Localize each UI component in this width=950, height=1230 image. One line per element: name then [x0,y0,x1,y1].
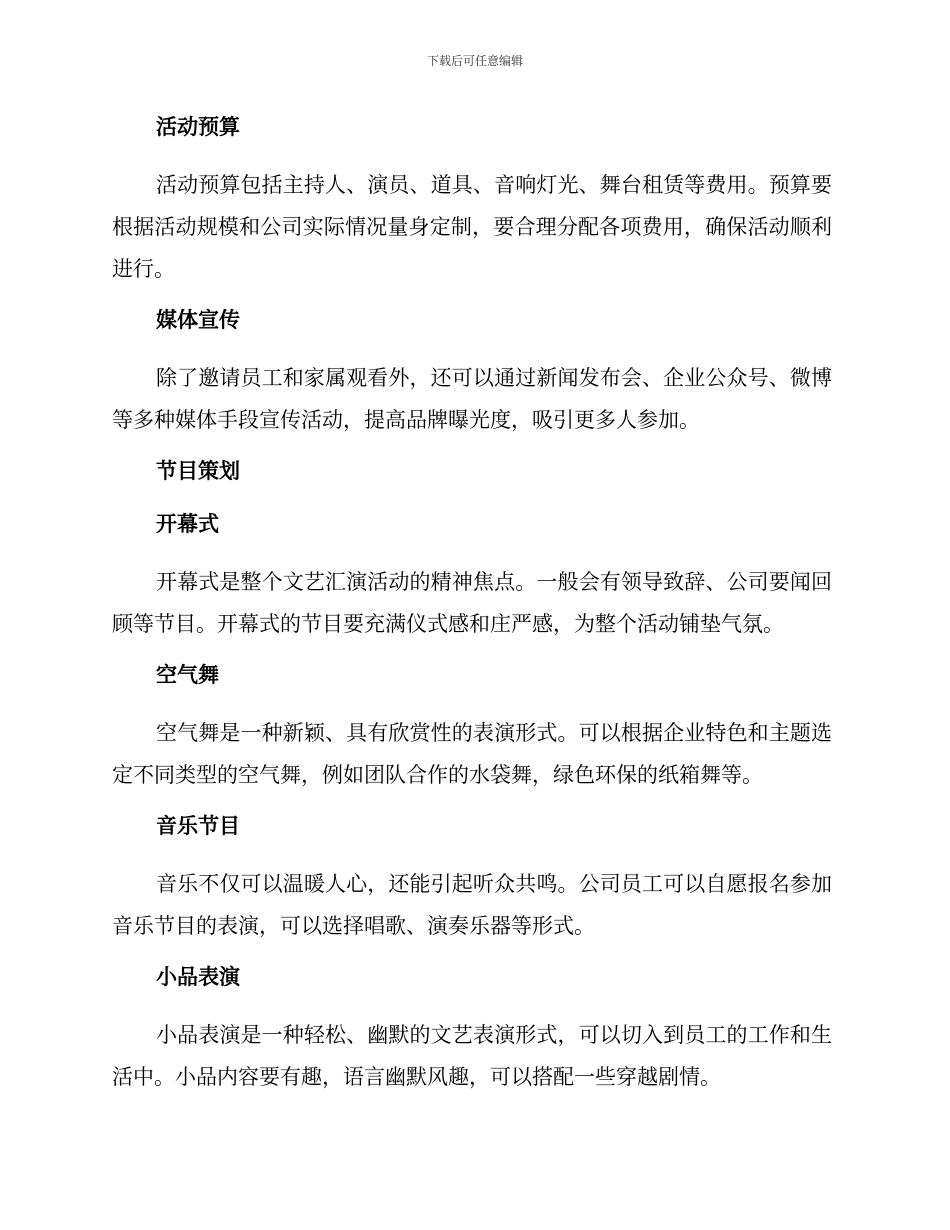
paragraph-air-dance: 空气舞是一种新颖、具有欣赏性的表演形式。可以根据企业特色和主题选定不同类型的空气舞，例如团队合作的水袋舞，绿色环保的纸箱舞等。 [112,721,832,787]
section-title-budget: 活动预算 [156,115,240,139]
section-title-program-planning: 节目策划 [156,459,240,483]
section-title-air-dance: 空气舞 [156,663,219,687]
section-title-media: 媒体宣传 [156,308,240,332]
document-content [112,111,832,1112]
section-title-opening: 开幕式 [156,512,219,536]
section-title-skit: 小品表演 [156,965,240,989]
paragraph-music: 音乐不仅可以温暖人心，还能引起听众共鸣。公司员工可以自愿报名参加音乐节目的表演，可以选择唱歌、演奏乐器等形式。 [112,872,832,938]
section-title-music: 音乐节目 [156,814,240,838]
paragraph-budget: 活动预算包括主持人、演员、道具、音响灯光、舞台租赁等费用。预算要根据活动规模和公司实际情况量身定制，要合理分配各项费用，确保活动顺利进行。 [112,173,832,281]
paragraph-skit: 小品表演是一种轻松、幽默的文艺表演形式，可以切入到员工的工作和生活中。小品内容要有趣，语言幽默风趣，可以搭配一些穿越剧情。 [112,1023,832,1089]
header-note: 下载后可任意编辑 [426,54,523,68]
paragraph-media: 除了邀请员工和家属观看外，还可以通过新闻发布会、企业公众号、微博等多种媒体手段宣传活动，提高品牌曝光度，吸引更多人参加。 [112,366,832,432]
paragraph-opening: 开幕式是整个文艺汇演活动的精神焦点。一般会有领导致辞、公司要闻回顾等节目。开幕式的节目要充满仪式感和庄严感，为整个活动铺垫气氛。 [112,570,832,636]
